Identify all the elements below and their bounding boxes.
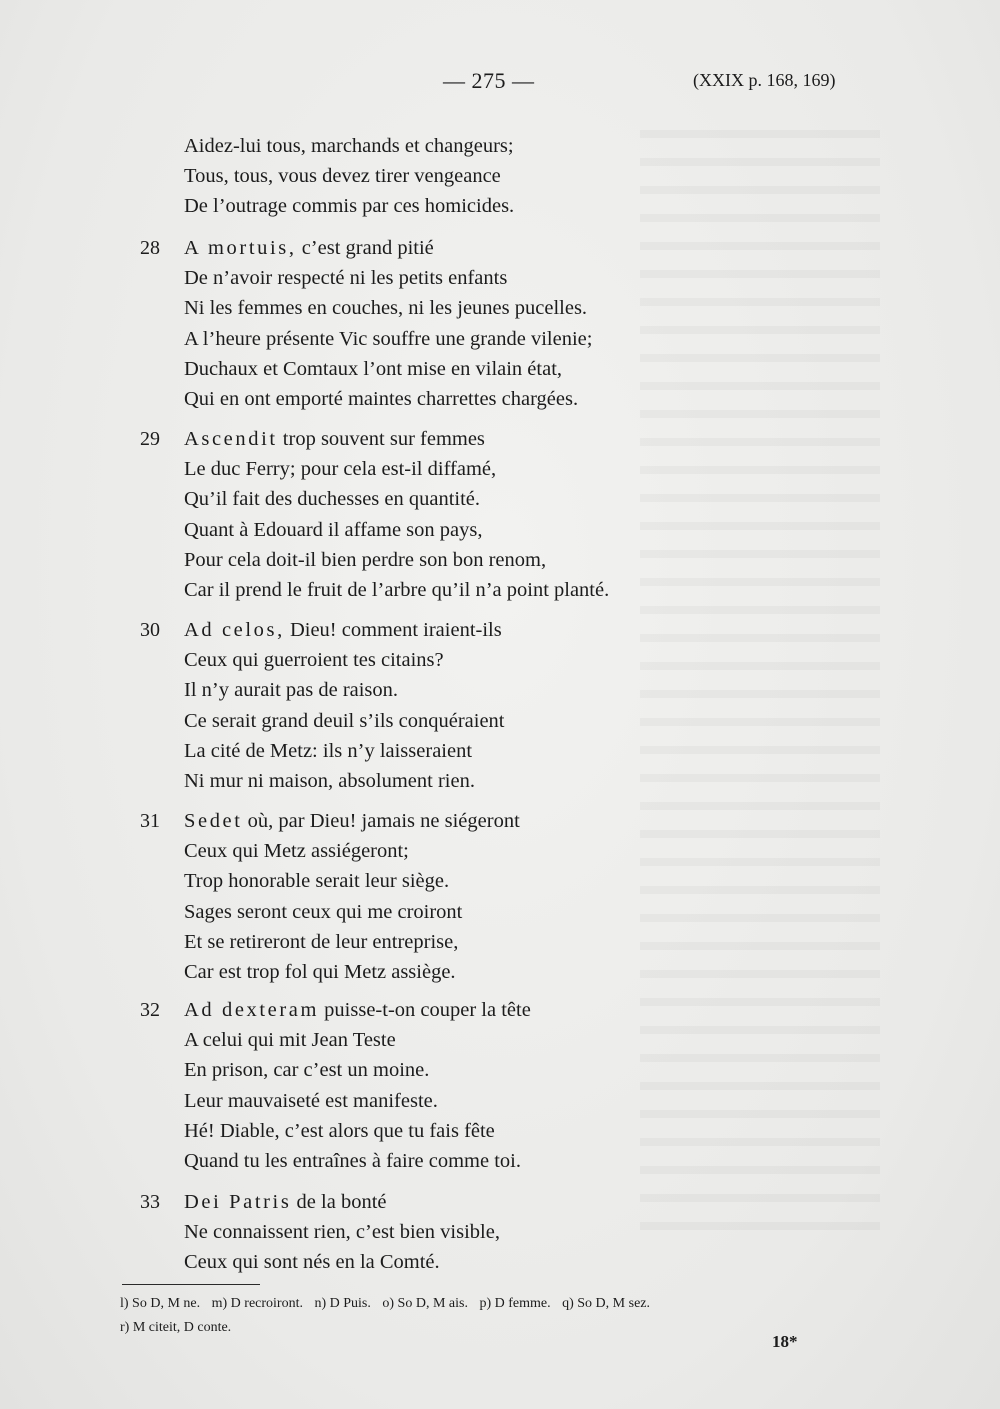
page-number: — 275 —: [443, 68, 535, 93]
verse-line: Le duc Ferry; pour cela est-il diffamé,: [184, 458, 497, 481]
verse-line: En prison, car c’est un moine.: [184, 1059, 430, 1082]
stanza-lines: [184, 806, 880, 987]
verse-line: Trop honorable serait leur siège.: [184, 870, 450, 893]
verse-line: Car il prend le fruit de l’arbre qu’il n’a point planté.: [184, 579, 610, 602]
verse-text: de la bonté: [291, 1191, 387, 1213]
verse-line: Pour cela doit-il bien perdre son bon renom,: [184, 548, 547, 571]
verse-text: trop souvent sur femmes: [277, 428, 485, 450]
verse-line: A celui qui mit Jean Teste: [184, 1029, 396, 1052]
verse-line: Ne connaissent rien, c’est bien visible,: [184, 1221, 500, 1244]
verse-line: Quand tu les entraînes à faire comme toi.: [184, 1150, 521, 1173]
footnote-line: [120, 1292, 880, 1316]
verse-line-first: [184, 424, 880, 454]
stanza-lines: [184, 131, 880, 222]
verse-line: De l’outrage commis par ces homicides.: [184, 195, 515, 218]
latin-incipit: Ad celos,: [184, 619, 285, 641]
stanza-continuation: [140, 131, 880, 222]
verse-line: A l’heure présente Vic souffre une grande vilenie;: [184, 327, 593, 350]
stanza-lines: [184, 424, 880, 605]
stanza-lines: [184, 615, 880, 796]
stanza-30: [140, 615, 880, 796]
verse-line: Sages seront ceux qui me croiront: [184, 900, 463, 923]
verse-line: Car est trop fol qui Metz assiège.: [184, 961, 456, 984]
verse-line-first: [184, 233, 880, 263]
verse-line-first: [184, 1187, 880, 1217]
footnote: n) D Puis.: [314, 1296, 371, 1311]
footnote: l) So D, M ne.: [120, 1296, 201, 1311]
verse-text: c’est grand pitié: [296, 237, 434, 259]
stanza-lines: [184, 233, 880, 414]
stanza-28: [140, 233, 880, 414]
verse-line: Ni mur ni maison, absolument rien.: [184, 770, 475, 793]
latin-incipit: Ad dexteram: [184, 999, 320, 1021]
verse-text: puisse-t-on couper la tête: [319, 999, 531, 1021]
stanza-33: [140, 1187, 880, 1278]
stanza-number: 28: [140, 237, 160, 259]
stanza-31: [140, 806, 880, 987]
page-reference: (XXIX p. 168, 169): [693, 70, 836, 90]
footnote-divider: [122, 1284, 260, 1285]
latin-incipit: Sedet: [184, 810, 243, 832]
footnote: q) So D, M sez.: [562, 1296, 650, 1311]
verse-line: Qui en ont emporté maintes charrettes chargées.: [184, 388, 579, 411]
verse-line: Et se retireront de leur entreprise,: [184, 930, 459, 953]
verse-line-first: [184, 615, 880, 645]
stanza-29: [140, 424, 880, 605]
stanza-number: 33: [140, 1191, 160, 1213]
latin-incipit: Ascendit: [184, 428, 278, 450]
latin-incipit: Dei Patris: [184, 1191, 292, 1213]
verse-line: La cité de Metz: ils n’y laisseraient: [184, 739, 473, 762]
verse-line: Leur mauvaiseté est manifeste.: [184, 1089, 438, 1112]
verse-line: Tous, tous, vous devez tirer vengeance: [184, 165, 501, 188]
verse-line: Aidez-lui tous, marchands et changeurs;: [184, 135, 514, 157]
verse-line-first: [184, 995, 880, 1025]
stanza-lines: [184, 1187, 880, 1278]
stanza-number: 32: [140, 999, 160, 1021]
verse-line: Qu’il fait des duchesses en quantité.: [184, 488, 481, 511]
stanza-lines: [184, 995, 880, 1176]
verse-line: Ce serait grand deuil s’ils conquéraient: [184, 709, 505, 732]
verse-line: Hé! Diable, c’est alors que tu fais fête: [184, 1119, 495, 1142]
verse-line: De n’avoir respecté ni les petits enfants: [184, 267, 508, 290]
footnote: o) So D, M ais.: [382, 1296, 468, 1311]
verse-text: où, par Dieu! jamais ne siégeront: [242, 810, 520, 832]
verse-text: Dieu! comment iraient-ils: [284, 619, 502, 641]
footnote: r) M citeit, D conte.: [120, 1320, 232, 1335]
stanza-number: 30: [140, 619, 160, 641]
verse-line: Ceux qui sont nés en la Comté.: [184, 1251, 440, 1274]
footnote-line: [120, 1316, 880, 1340]
footnotes: [120, 1292, 880, 1340]
latin-incipit: A mortuis,: [184, 237, 297, 259]
verse-line: Ceux qui Metz assiégeront;: [184, 840, 409, 863]
verse-line: Ceux qui guerroient tes citains?: [184, 649, 444, 672]
verse-line: Duchaux et Comtaux l’ont mise en vilain état,: [184, 357, 563, 380]
signature-mark: 18*: [772, 1332, 798, 1351]
footnote: m) D recroiront.: [211, 1296, 303, 1311]
stanza-32: [140, 995, 880, 1176]
stanza-number: 31: [140, 810, 160, 832]
verse-line-first: [184, 806, 880, 836]
stanza-number: 29: [140, 428, 160, 450]
verse-line: Il n’y aurait pas de raison.: [184, 679, 399, 702]
footnote: p) D femme.: [479, 1296, 551, 1311]
verse-line: Quant à Edouard il affame son pays,: [184, 518, 483, 541]
verse-line: Ni les femmes en couches, ni les jeunes pucelles.: [184, 297, 588, 320]
